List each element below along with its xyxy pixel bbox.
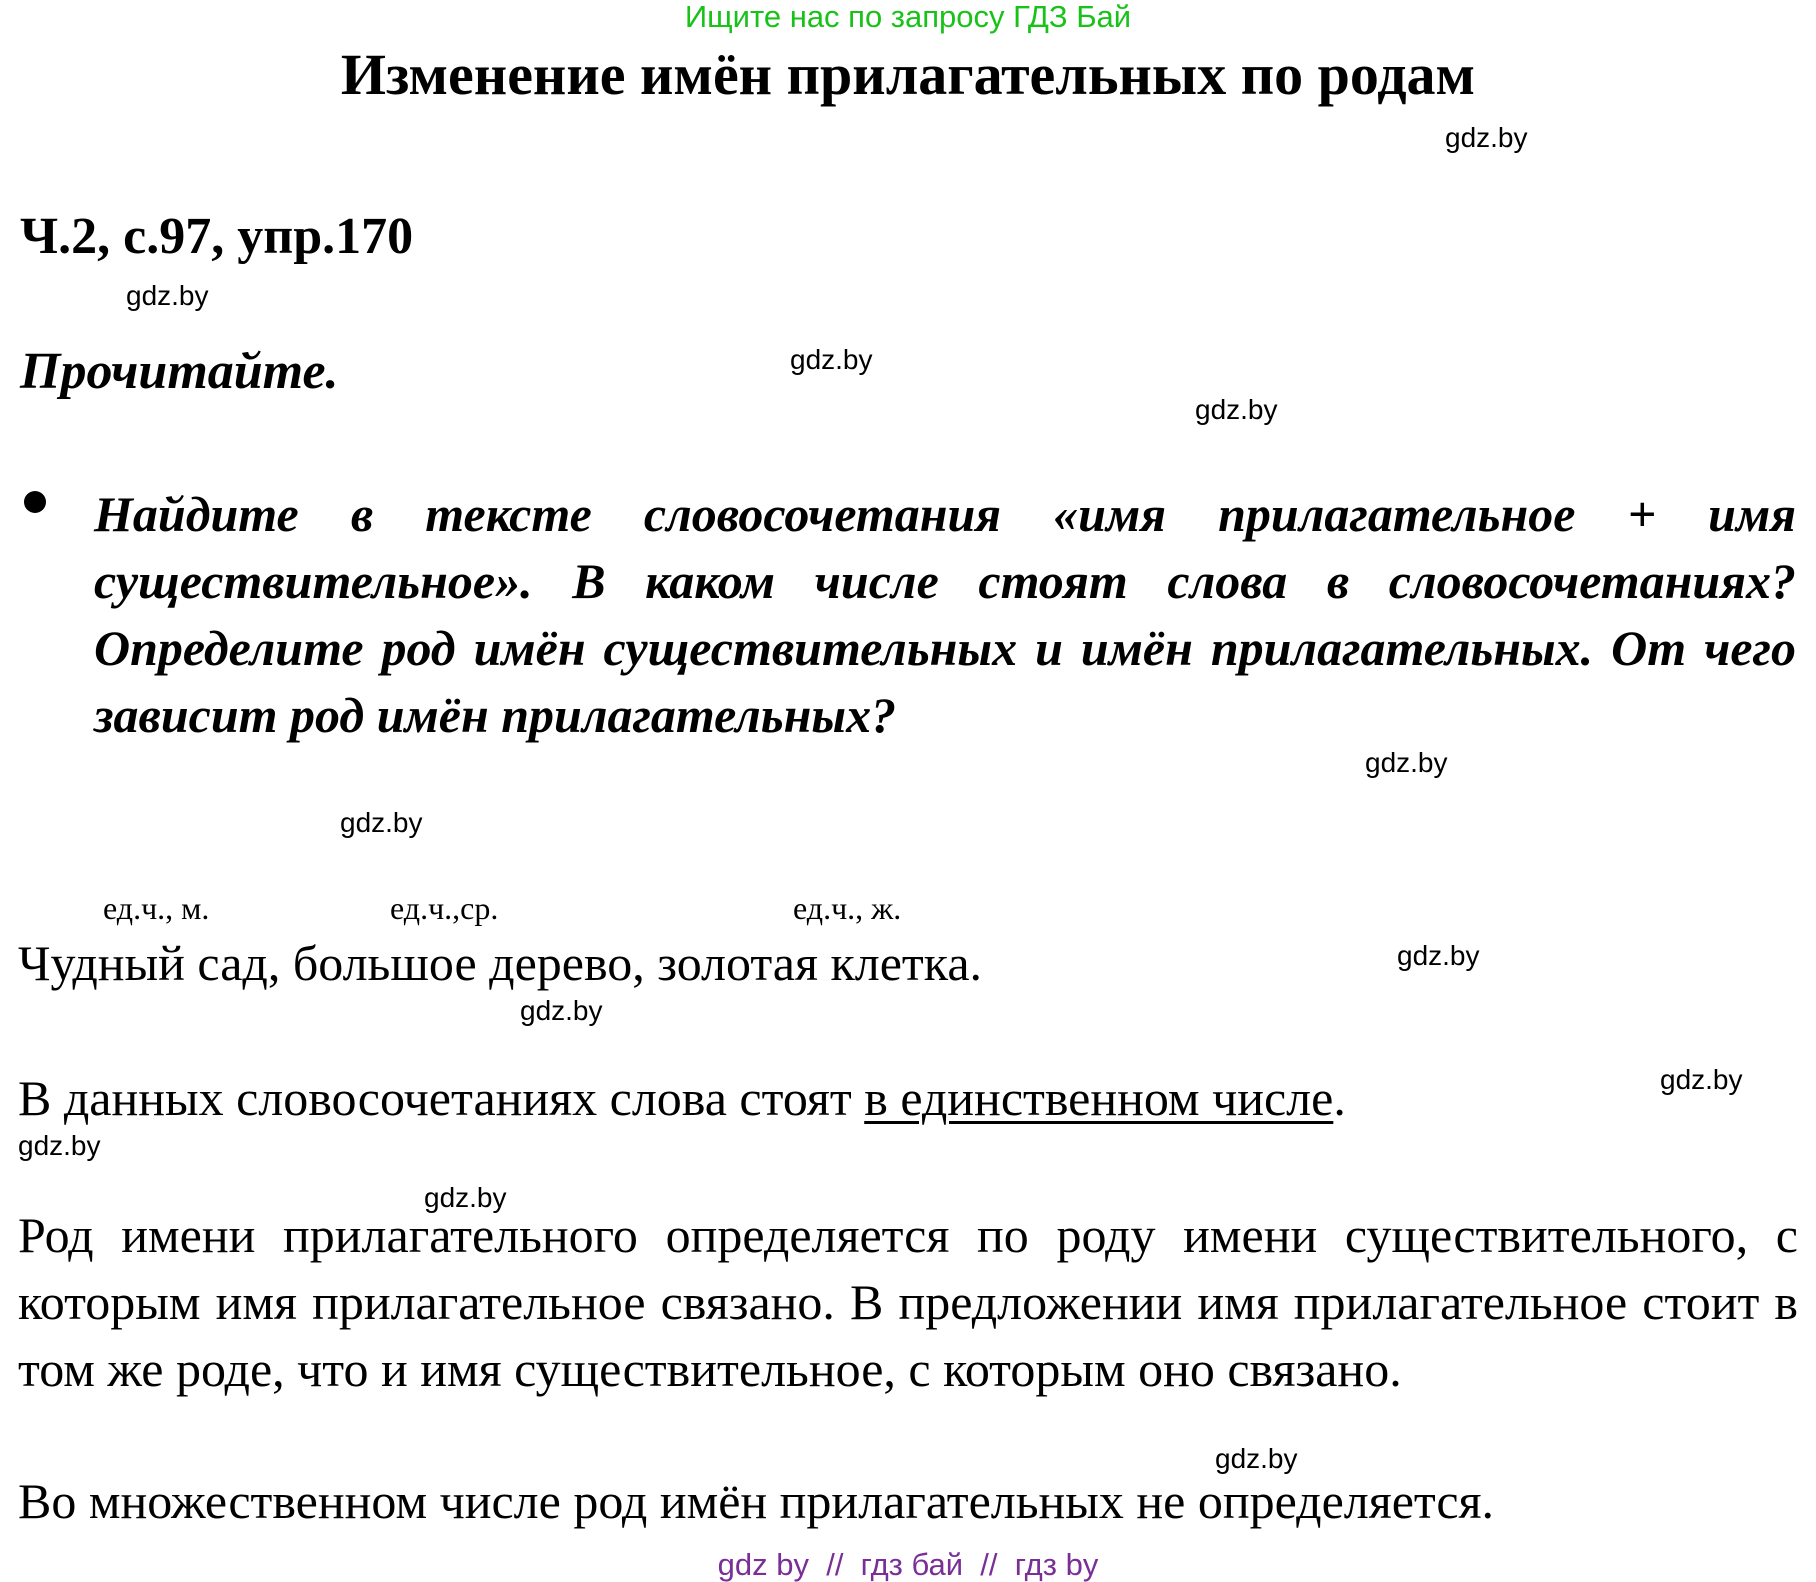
watermark: gdz.by: [520, 995, 603, 1026]
watermark: gdz.by: [1195, 394, 1278, 425]
watermark: gdz.by: [1445, 122, 1528, 153]
watermark: gdz.by: [126, 280, 209, 311]
watermark: gdz.by: [790, 344, 873, 375]
watermark: gdz.by: [340, 807, 423, 838]
watermark: gdz.by: [424, 1182, 507, 1213]
watermark: gdz.by: [18, 1130, 101, 1161]
answer-number-underlined: в единственном числе: [864, 1070, 1334, 1126]
footer-watermark: gdz by // гдз бай // гдз by: [717, 1547, 1099, 1582]
label-feminine: ед.ч., ж.: [793, 890, 902, 926]
rule-text: Род имени прилагательного определяется по роду имени существительного, с которым имя прилагательное связано. В предложении имя прилагательное стоит в том же роде, что и имя существительное, с которым оно связано.: [18, 1207, 1798, 1397]
watermark: gdz.by: [1397, 940, 1480, 971]
phrase-example: Чудный сад, большое дерево, золотая клетка.: [18, 935, 983, 991]
task-text: Найдите в тексте словосочетания «имя прилагательное + имя существительное». В каком числе стоят слова в словосочетаниях? Определите род имён существительных и имён прилагательных. От чего зависит род имён прилагательных?: [94, 486, 1796, 743]
rule-plural-text: Во множественном числе род имён прилагательных не определяется.: [18, 1473, 1495, 1529]
watermark: gdz.by: [1660, 1064, 1743, 1095]
top-banner: Ищите нас по запросу ГДЗ Бай: [684, 0, 1132, 34]
answer-number: [18, 1065, 1346, 1131]
bullet-marker: [24, 491, 46, 513]
watermark: gdz.by: [1365, 747, 1448, 778]
label-neuter: ед.ч.,ср.: [390, 890, 499, 926]
watermark: gdz.by: [1215, 1443, 1298, 1474]
label-masculine: ед.ч., м.: [103, 890, 210, 926]
answer-number-suffix: .: [1333, 1070, 1346, 1126]
instruction-read: Прочитайте.: [20, 343, 339, 400]
exercise-reference: Ч.2, с.97, упр.170: [20, 208, 414, 265]
page-title: Изменение имён прилагательных по родам: [340, 42, 1476, 107]
answer-number-prefix: В данных словосочетаниях слова стоят: [18, 1070, 865, 1126]
